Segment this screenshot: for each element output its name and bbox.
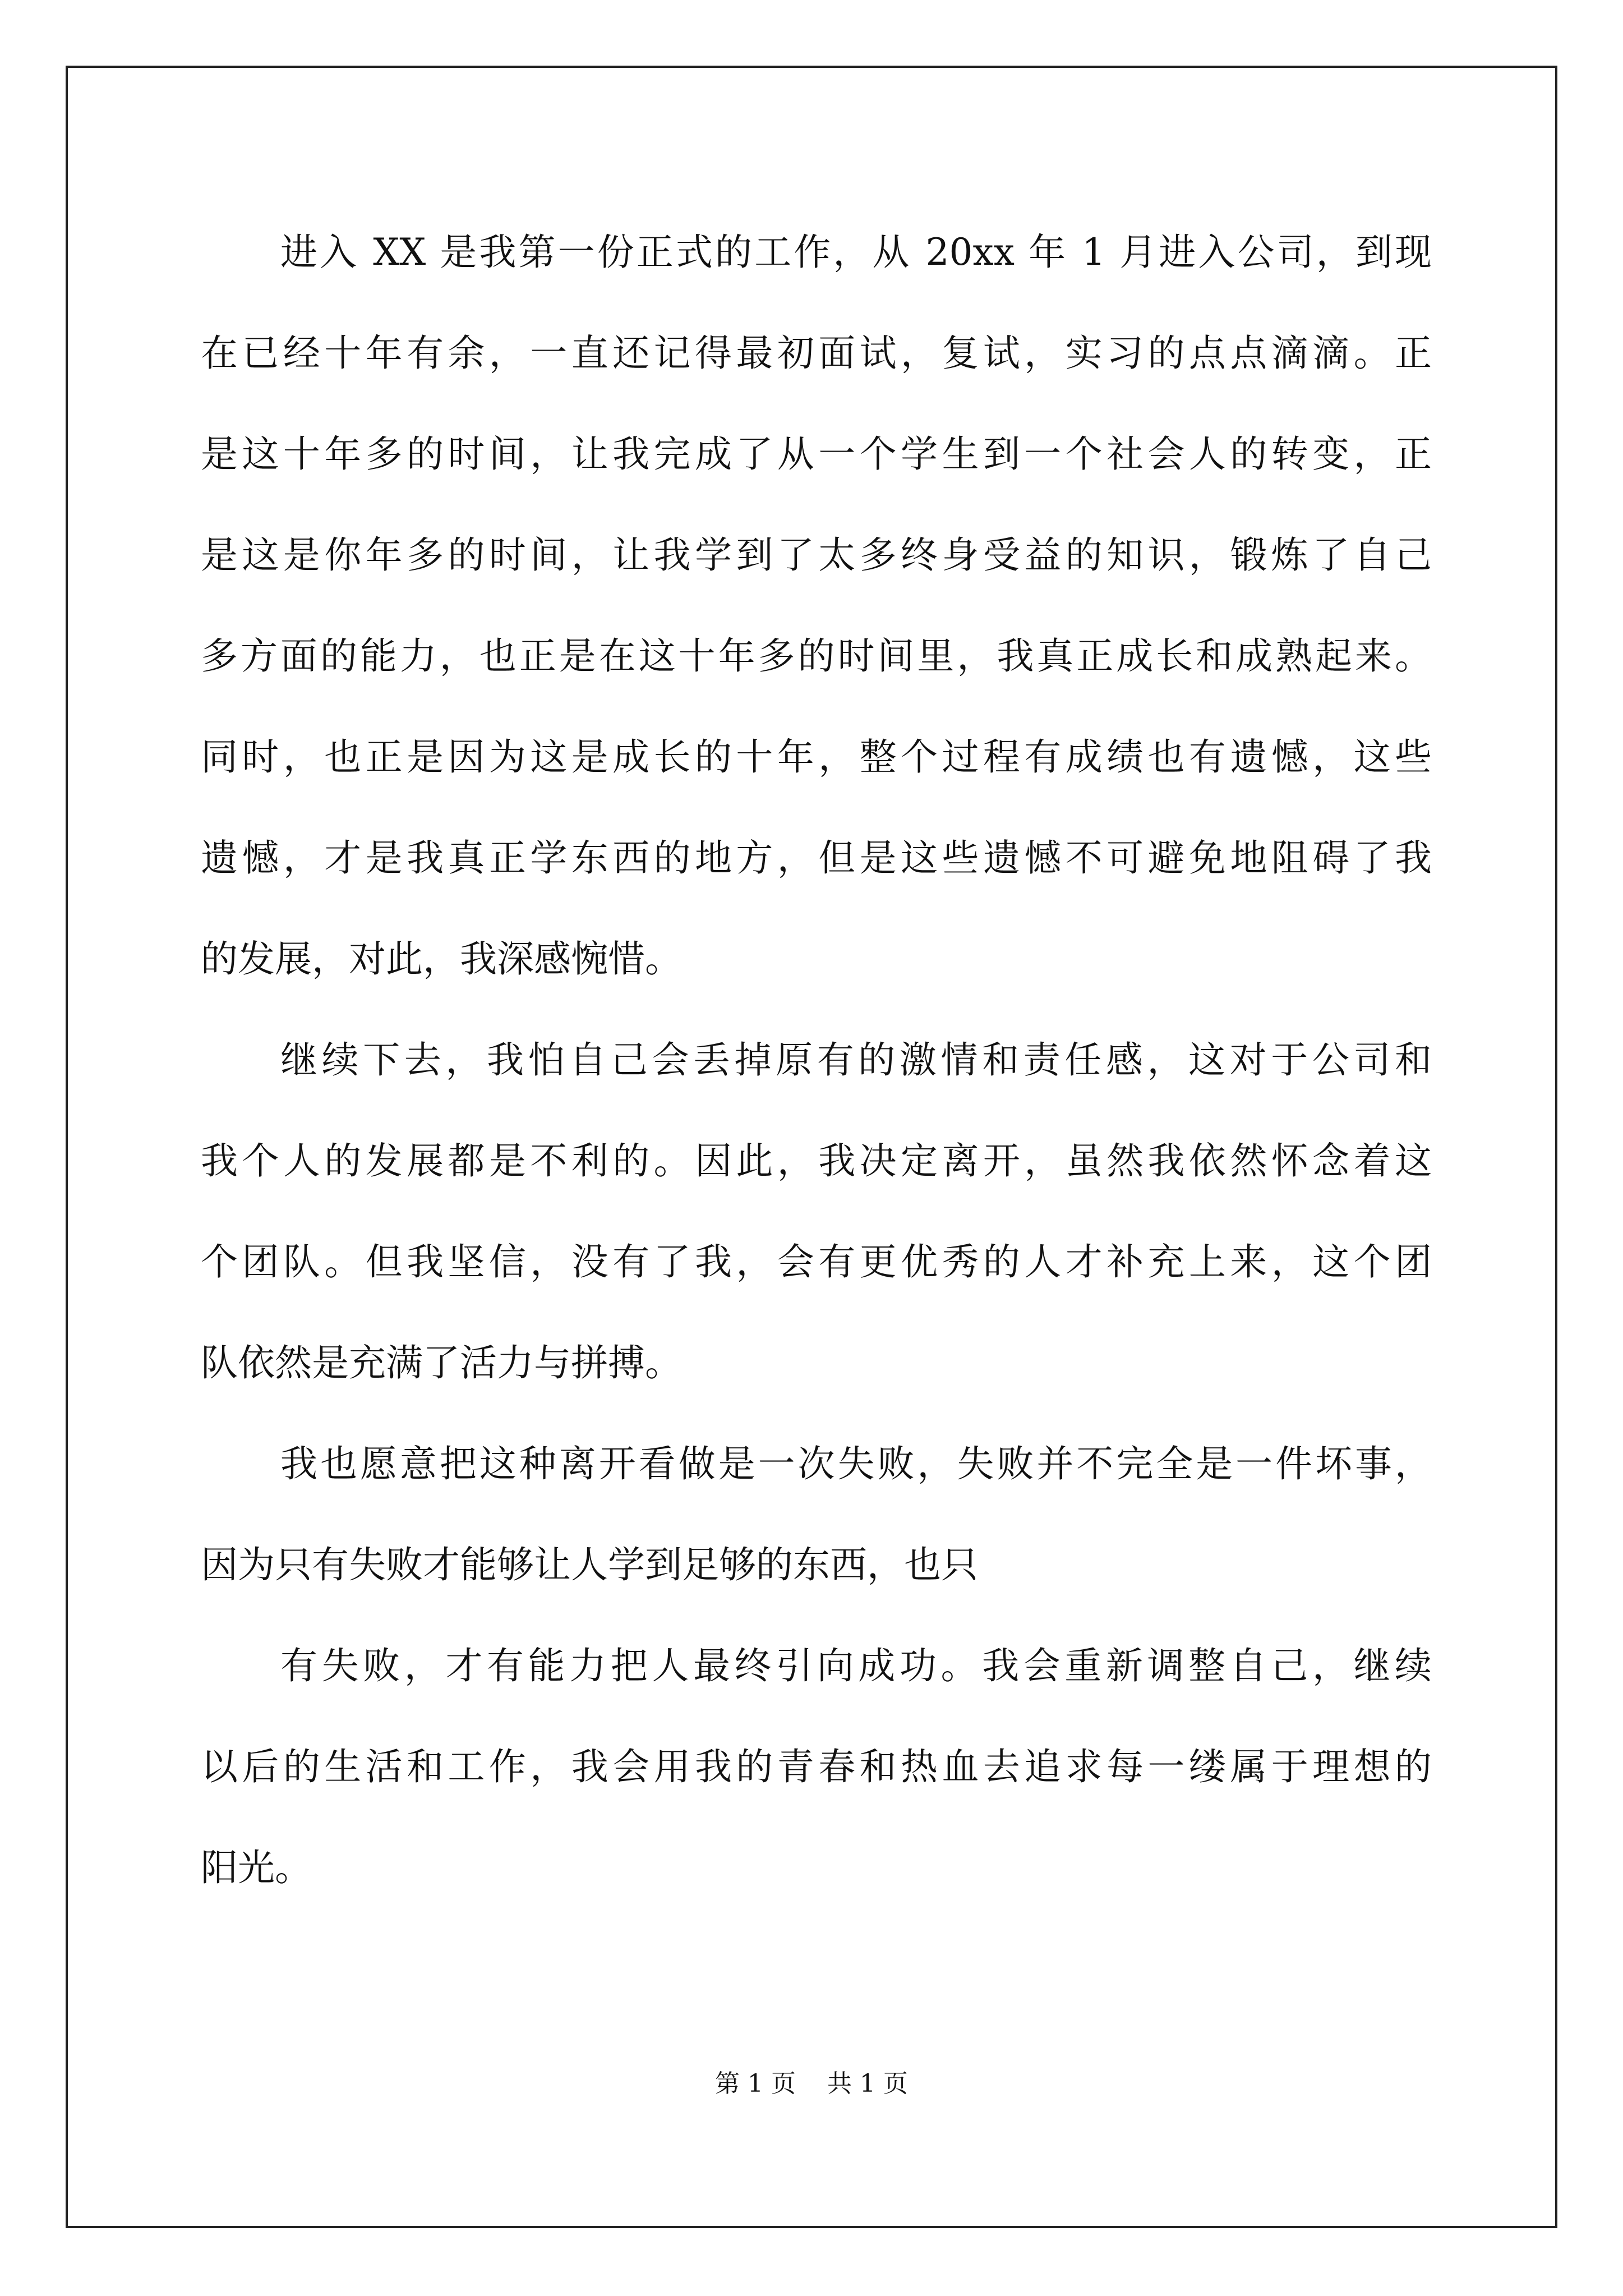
paragraph-4-line-2: 以后的生活和工作，我会用我的青春和热血去追求每一缕属于理想的: [201, 1745, 1432, 1788]
paragraph-4-line-3: 阳光。: [201, 1846, 312, 1889]
paragraph-1-line-7: 遗憾，才是我真正学东西的地方，但是这些遗憾不可避免地阻碍了我: [201, 836, 1432, 880]
paragraph-1-line-4: 是这是你年多的时间，让我学到了太多终身受益的知识，锻炼了自己: [201, 533, 1432, 577]
paragraph-1-line-2: 在已经十年有余，一直还记得最初面试，复试，实习的点点滴滴。正: [201, 332, 1432, 375]
paragraph-3-line-2: 因为只有失败才能够让人学到足够的东西，也只: [201, 1543, 978, 1586]
paragraph-3-line-1: 我也愿意把这种离开看做是一次失败，失败并不完全是一件坏事，: [280, 1442, 1432, 1485]
paragraph-1-line-6: 同时，也正是因为这是成长的十年，整个过程有成绩也有遗憾，这些: [201, 735, 1432, 779]
paragraph-1-line-5: 多方面的能力，也正是在这十年多的时间里，我真正成长和成熟起来。: [201, 634, 1432, 678]
paragraph-2-line-3: 个团队。但我坚信，没有了我，会有更优秀的人才补充上来，这个团: [201, 1240, 1432, 1283]
paragraph-1-line-8: 的发展，对此，我深感惋惜。: [201, 937, 682, 981]
paragraph-1-line-3: 是这十年多的时间，让我完成了从一个学生到一个社会人的转变，正: [201, 432, 1432, 476]
paragraph-2-line-1: 继续下去，我怕自己会丢掉原有的激情和责任感，这对于公司和: [280, 1038, 1432, 1082]
page-total: 共 1 页: [827, 2069, 908, 2098]
page-footer: [0, 2067, 1623, 2101]
paragraph-2-line-2: 我个人的发展都是不利的。因此，我决定离开，虽然我依然怀念着这: [201, 1139, 1432, 1182]
paragraph-4-line-1: 有失败，才有能力把人最终引向成功。我会重新调整自己，继续: [280, 1644, 1432, 1687]
paragraph-2-line-4: 队依然是充满了活力与拼搏。: [201, 1341, 682, 1384]
paragraph-1-line-1: 进入 XX 是我第一份正式的工作，从 20xx 年 1 月进入公司，到现: [280, 231, 1432, 274]
page-number: 第 1 页: [715, 2069, 796, 2098]
